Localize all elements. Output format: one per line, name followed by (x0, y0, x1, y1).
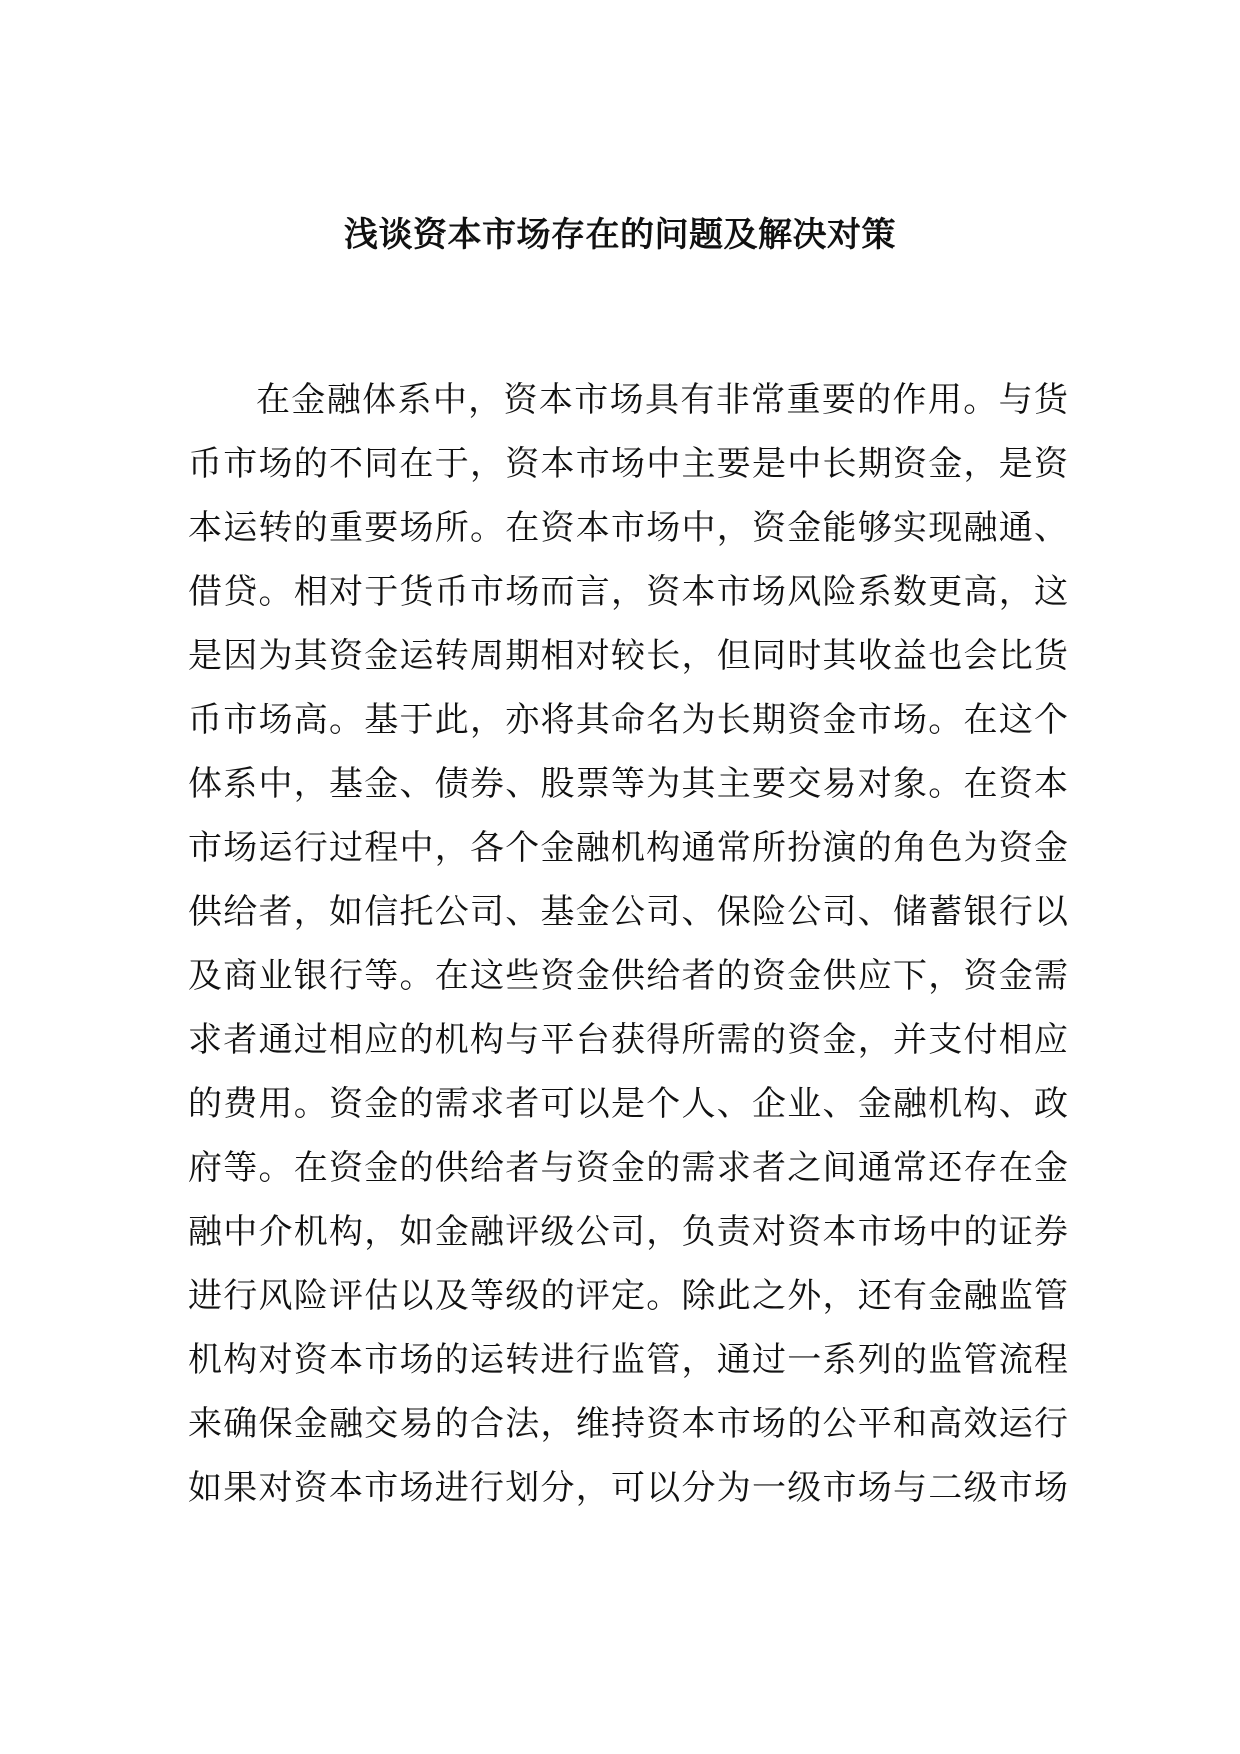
document-body (188, 368, 1068, 1520)
paragraph-line: 府等。在资金的供给者与资金的需求者之间通常还存在金 (188, 1148, 1068, 1188)
paragraph-line: 本运转的重要场所。在资本市场中，资金能够实现融通、 (188, 508, 1068, 548)
document-title: 浅谈资本市场存在的问题及解决对策 (344, 215, 896, 255)
paragraph-line: 及商业银行等。在这些资金供给者的资金供应下，资金需 (188, 956, 1068, 996)
paragraph-line: 币市场的不同在于，资本市场中主要是中长期资金，是资 (188, 444, 1068, 484)
paragraph-line: 机构对资本市场的运转进行监管，通过一系列的监管流程 (188, 1340, 1068, 1380)
paragraph-line: 求者通过相应的机构与平台获得所需的资金，并支付相应 (188, 1020, 1068, 1060)
paragraph-line: 借贷。相对于货币市场而言，资本市场风险系数更高，这 (188, 572, 1068, 612)
paragraph-line: 在金融体系中，资本市场具有非常重要的作用。与货 (256, 380, 1068, 420)
paragraph-line: 的费用。资金的需求者可以是个人、企业、金融机构、政 (188, 1084, 1068, 1124)
paragraph-line: 是因为其资金运转周期相对较长，但同时其收益也会比货 (188, 636, 1068, 676)
paragraph-line: 融中介机构，如金融评级公司，负责对资本市场中的证券 (188, 1212, 1068, 1252)
paragraph-line: 币市场高。基于此，亦将其命名为长期资金市场。在这个 (188, 700, 1068, 740)
paragraph-line: 体系中，基金、债券、股票等为其主要交易对象。在资本 (188, 764, 1068, 804)
paragraph-line: 供给者，如信托公司、基金公司、保险公司、储蓄银行以 (188, 892, 1068, 932)
paragraph-line: 进行风险评估以及等级的评定。除此之外，还有金融监管 (188, 1276, 1068, 1316)
paragraph-line: 来确保金融交易的合法，维持资本市场的公平和高效运行 (188, 1404, 1068, 1444)
paragraph-line: 如果对资本市场进行划分，可以分为一级市场与二级市场 (188, 1468, 1068, 1508)
paragraph-line: 市场运行过程中，各个金融机构通常所扮演的角色为资金 (188, 828, 1068, 868)
